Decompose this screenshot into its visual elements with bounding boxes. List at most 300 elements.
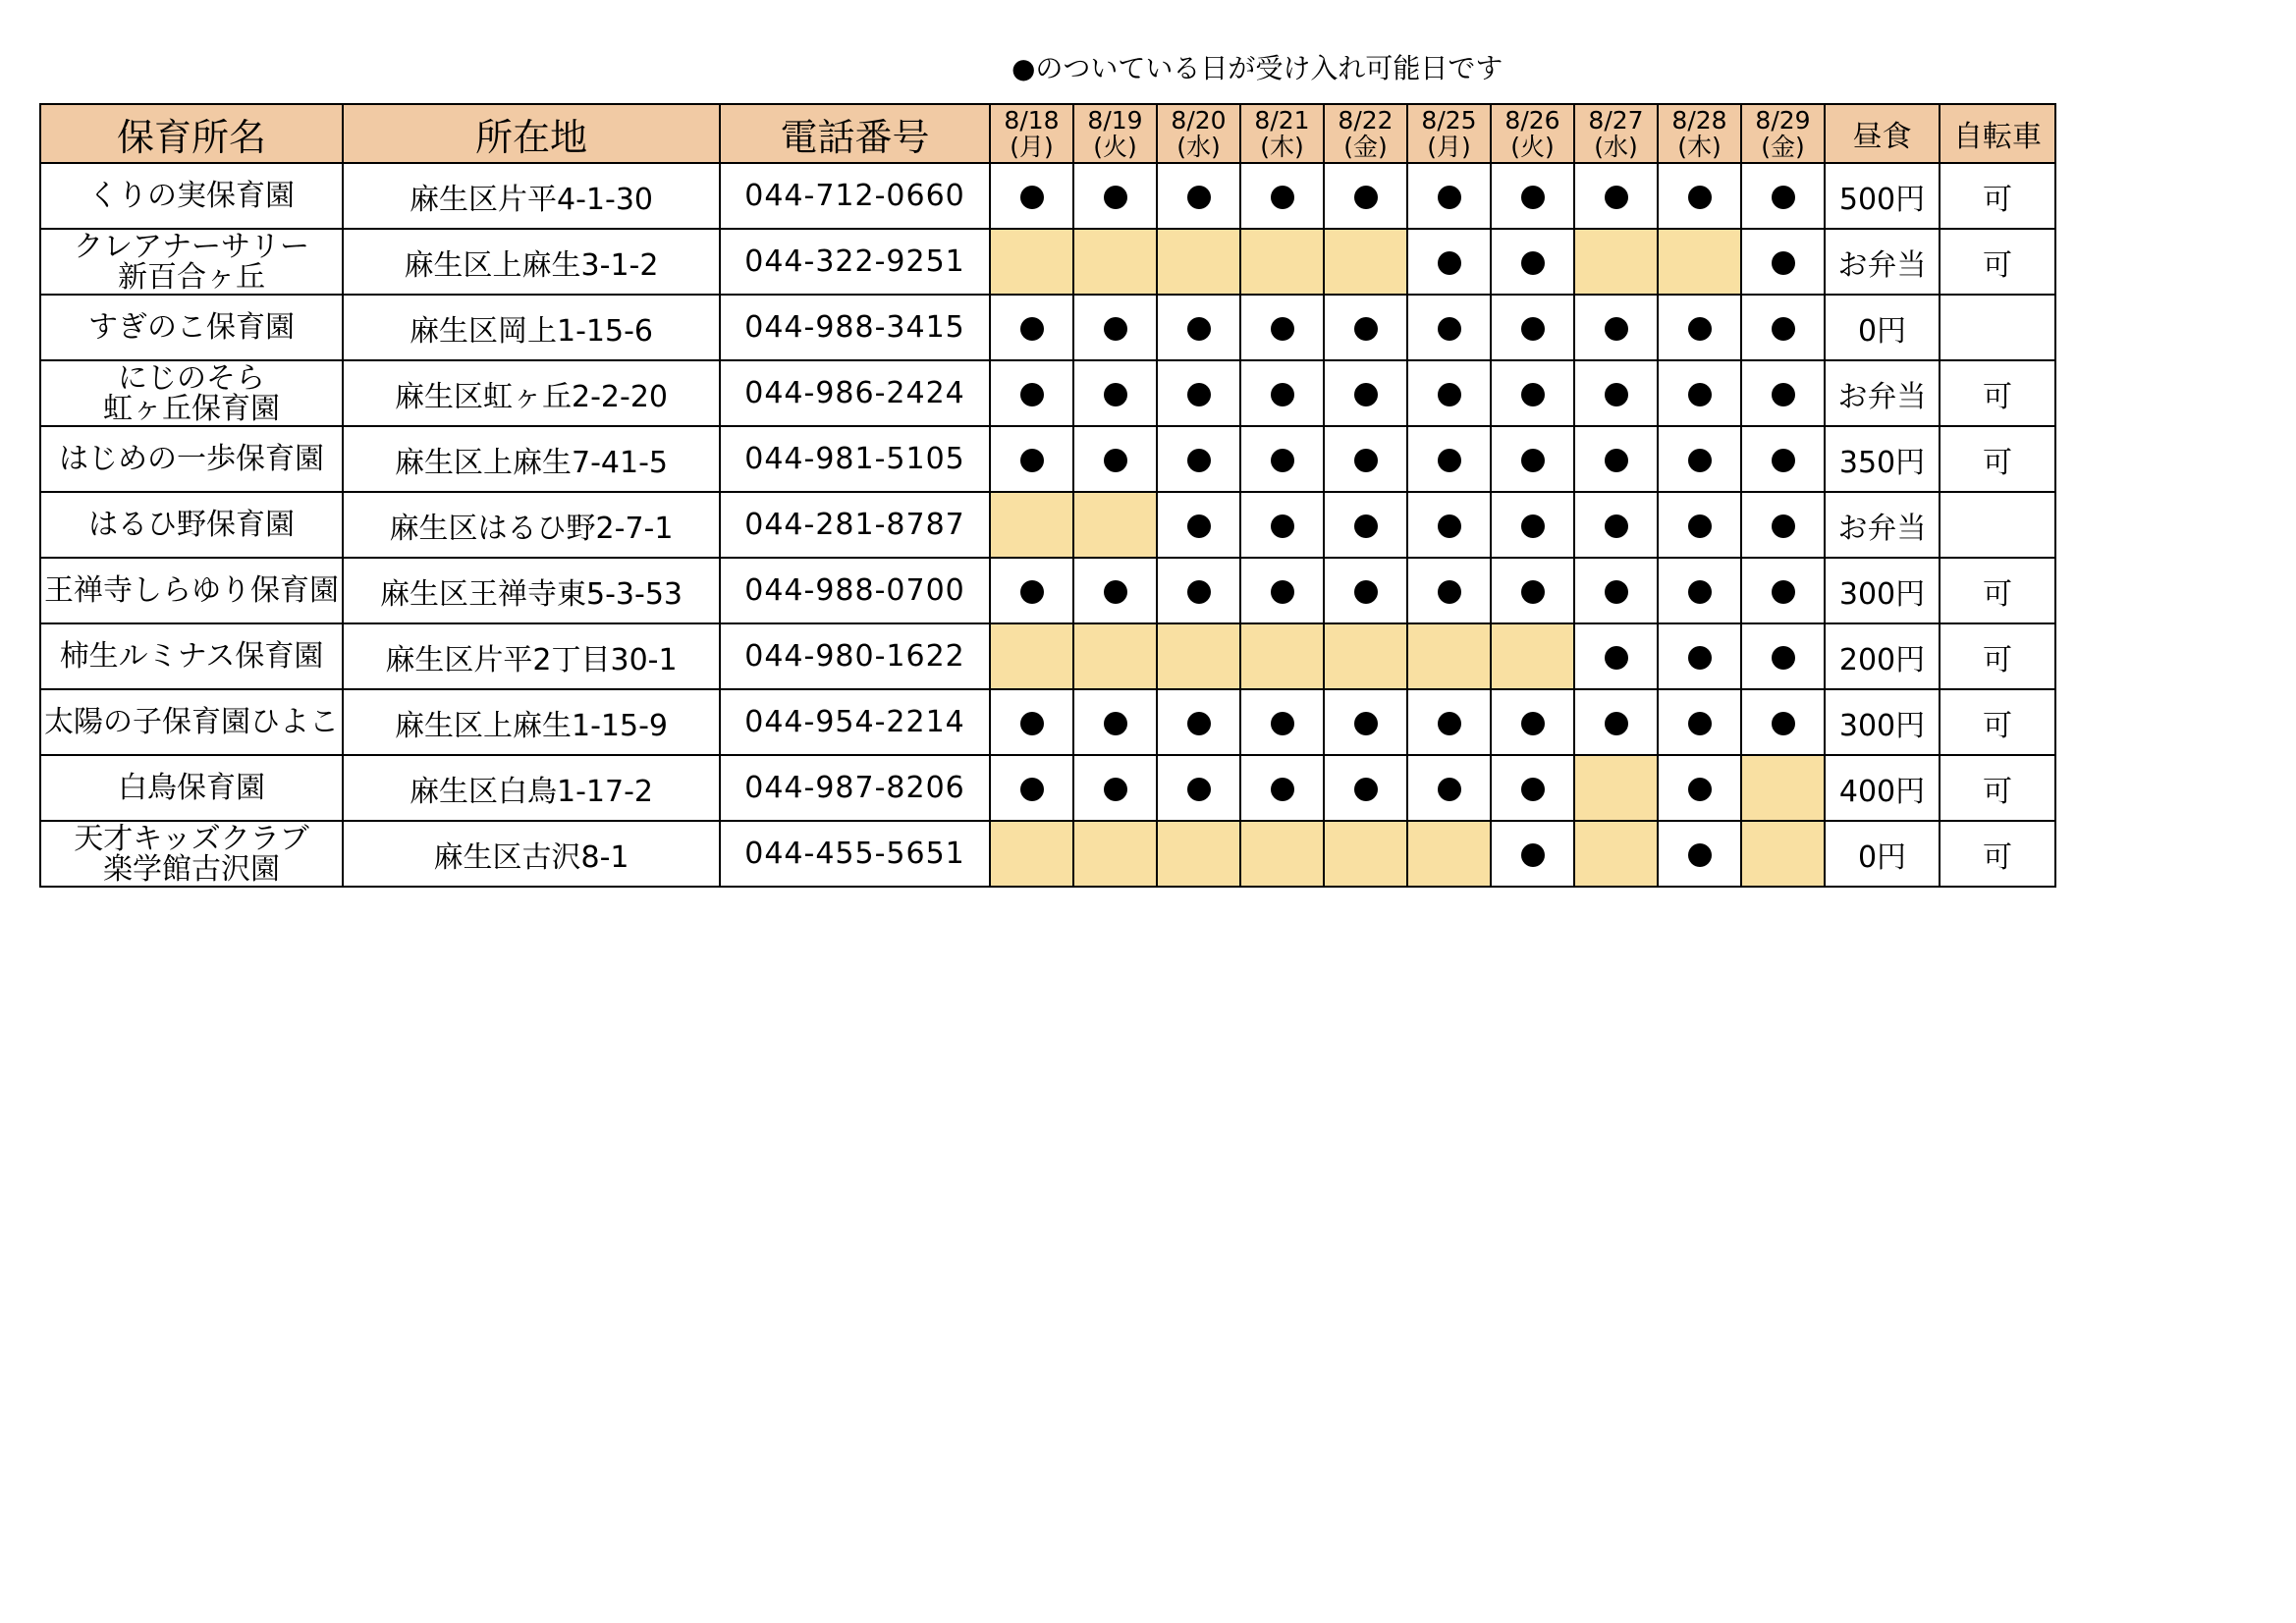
available-day-cell — [1240, 689, 1324, 755]
table-row — [40, 163, 2055, 229]
date-label: 8/21 — [1254, 106, 1310, 135]
date-label: 8/25 — [1421, 106, 1477, 135]
unavailable-day-cell — [1157, 623, 1240, 689]
available-dot-icon — [1187, 383, 1211, 406]
unavailable-day-cell — [1157, 229, 1240, 295]
available-day-cell — [1073, 689, 1157, 755]
available-day-cell — [1240, 295, 1324, 360]
available-dot-icon — [1521, 712, 1545, 735]
available-day-cell — [1073, 558, 1157, 623]
available-day-cell — [1157, 689, 1240, 755]
table-row — [40, 492, 2055, 558]
table-row — [40, 558, 2055, 623]
available-day-cell — [1407, 755, 1491, 821]
available-day-cell — [1741, 558, 1825, 623]
nursery-name-line: 楽学館古沢園 — [103, 851, 280, 887]
nursery-name-line: 虹ヶ丘保育園 — [103, 391, 280, 426]
lunch-cell: お弁当 — [1825, 492, 1940, 558]
available-dot-icon — [1354, 514, 1378, 538]
available-day-cell — [1491, 821, 1574, 887]
header-row — [40, 104, 2055, 163]
weekday-label: (火) — [1510, 133, 1555, 161]
nursery-name-line: はじめの一歩保育園 — [59, 441, 324, 476]
available-day-cell — [1658, 426, 1741, 492]
header-date — [1658, 104, 1741, 163]
table-row — [40, 689, 2055, 755]
available-dot-icon — [1104, 186, 1127, 209]
address-cell: 麻生区虹ヶ丘2-2-20 — [343, 360, 720, 426]
available-dot-icon — [1688, 646, 1712, 670]
available-day-cell — [1658, 755, 1741, 821]
unavailable-day-cell — [990, 492, 1073, 558]
header-date — [1324, 104, 1407, 163]
unavailable-day-cell — [1574, 229, 1658, 295]
nursery-name-cell — [40, 229, 343, 295]
available-day-cell — [1491, 229, 1574, 295]
address-cell: 麻生区上麻生1-15-9 — [343, 689, 720, 755]
available-dot-icon — [1605, 514, 1628, 538]
available-day-cell — [990, 558, 1073, 623]
available-day-cell — [1240, 360, 1324, 426]
available-dot-icon — [1438, 317, 1461, 341]
available-day-cell — [1407, 426, 1491, 492]
header-lunch: 昼食 — [1825, 104, 1940, 163]
available-day-cell — [1407, 163, 1491, 229]
date-label: 8/26 — [1504, 106, 1560, 135]
header-date — [1407, 104, 1491, 163]
available-dot-icon — [1187, 449, 1211, 472]
header-date — [1073, 104, 1157, 163]
address-cell: 麻生区古沢8-1 — [343, 821, 720, 887]
header-date — [1240, 104, 1324, 163]
nursery-name-line: 太陽の子保育園ひよこ — [44, 704, 339, 739]
available-dot-icon — [1772, 712, 1795, 735]
address-cell: 麻生区はるひ野2-7-1 — [343, 492, 720, 558]
header-phone: 電話番号 — [720, 104, 990, 163]
bicycle-cell: 可 — [1940, 229, 2055, 295]
available-dot-icon — [1688, 778, 1712, 801]
available-day-cell — [1073, 755, 1157, 821]
available-day-cell — [1157, 163, 1240, 229]
available-dot-icon — [1438, 712, 1461, 735]
available-dot-icon — [1521, 186, 1545, 209]
available-day-cell — [1574, 295, 1658, 360]
unavailable-day-cell — [1574, 755, 1658, 821]
available-day-cell — [1491, 426, 1574, 492]
lunch-cell: お弁当 — [1825, 229, 1940, 295]
available-dot-icon — [1521, 778, 1545, 801]
nursery-name-line: 白鳥保育園 — [118, 770, 265, 805]
available-dot-icon — [1271, 778, 1294, 801]
available-day-cell — [1741, 689, 1825, 755]
nursery-name-cell — [40, 360, 343, 426]
weekday-label: (月) — [1010, 133, 1054, 161]
available-dot-icon — [1438, 383, 1461, 406]
address-cell: 麻生区片平4-1-30 — [343, 163, 720, 229]
unavailable-day-cell — [1407, 821, 1491, 887]
unavailable-day-cell — [1073, 821, 1157, 887]
weekday-label: (木) — [1677, 133, 1722, 161]
available-dot-icon — [1187, 712, 1211, 735]
available-day-cell — [1407, 492, 1491, 558]
available-dot-icon — [1271, 580, 1294, 604]
available-dot-icon — [1521, 383, 1545, 406]
nursery-name-cell — [40, 623, 343, 689]
address-cell: 麻生区王禅寺東5-3-53 — [343, 558, 720, 623]
available-dot-icon — [1104, 580, 1127, 604]
available-dot-icon — [1605, 383, 1628, 406]
available-dot-icon — [1271, 449, 1294, 472]
available-dot-icon — [1020, 317, 1044, 341]
nursery-name-cell — [40, 821, 343, 887]
available-day-cell — [1491, 558, 1574, 623]
unavailable-day-cell — [1240, 229, 1324, 295]
available-day-cell — [1574, 492, 1658, 558]
address-cell: 麻生区上麻生3-1-2 — [343, 229, 720, 295]
available-dot-icon — [1020, 449, 1044, 472]
unavailable-day-cell — [1574, 821, 1658, 887]
available-day-cell — [1157, 558, 1240, 623]
available-dot-icon — [1271, 514, 1294, 538]
available-day-cell — [1658, 558, 1741, 623]
available-day-cell — [1574, 689, 1658, 755]
available-day-cell — [1324, 689, 1407, 755]
available-dot-icon — [1688, 186, 1712, 209]
header-date — [1157, 104, 1240, 163]
bicycle-cell: 可 — [1940, 623, 2055, 689]
available-day-cell — [1407, 295, 1491, 360]
available-dot-icon — [1354, 580, 1378, 604]
available-dot-icon — [1521, 843, 1545, 867]
available-dot-icon — [1521, 317, 1545, 341]
available-dot-icon — [1605, 712, 1628, 735]
nursery-name-cell — [40, 295, 343, 360]
available-dot-icon — [1020, 778, 1044, 801]
available-dot-icon — [1772, 186, 1795, 209]
available-dot-icon — [1104, 317, 1127, 341]
unavailable-day-cell — [1658, 229, 1741, 295]
available-day-cell — [1741, 295, 1825, 360]
date-label: 8/20 — [1171, 106, 1227, 135]
lunch-cell: 200円 — [1825, 623, 1940, 689]
available-dot-icon — [1438, 514, 1461, 538]
available-dot-icon — [1772, 646, 1795, 670]
available-day-cell — [1491, 689, 1574, 755]
available-day-cell — [1324, 360, 1407, 426]
available-day-cell — [1491, 163, 1574, 229]
available-dot-icon — [1271, 317, 1294, 341]
weekday-label: (木) — [1260, 133, 1304, 161]
phone-cell: 044-986-2424 — [720, 360, 990, 426]
nursery-name-cell — [40, 755, 343, 821]
table-row — [40, 229, 2055, 295]
available-day-cell — [990, 163, 1073, 229]
available-day-cell — [990, 755, 1073, 821]
nursery-name-cell — [40, 689, 343, 755]
available-dot-icon — [1187, 317, 1211, 341]
available-day-cell — [990, 689, 1073, 755]
available-dot-icon — [1605, 646, 1628, 670]
lunch-cell: 400円 — [1825, 755, 1940, 821]
available-dot-icon — [1772, 580, 1795, 604]
available-day-cell — [1658, 360, 1741, 426]
available-day-cell — [1741, 229, 1825, 295]
unavailable-day-cell — [1741, 821, 1825, 887]
phone-cell: 044-988-3415 — [720, 295, 990, 360]
unavailable-day-cell — [1240, 821, 1324, 887]
available-day-cell — [990, 426, 1073, 492]
lunch-cell: 300円 — [1825, 558, 1940, 623]
available-dot-icon — [1187, 778, 1211, 801]
available-dot-icon — [1688, 317, 1712, 341]
bicycle-cell: 可 — [1940, 821, 2055, 887]
lunch-cell: 500円 — [1825, 163, 1940, 229]
available-day-cell — [1324, 755, 1407, 821]
address-cell: 麻生区上麻生7-41-5 — [343, 426, 720, 492]
weekday-label: (水) — [1176, 133, 1221, 161]
unavailable-day-cell — [1073, 623, 1157, 689]
lunch-cell: 300円 — [1825, 689, 1940, 755]
unavailable-day-cell — [1157, 821, 1240, 887]
lunch-cell: 0円 — [1825, 821, 1940, 887]
available-day-cell — [1491, 755, 1574, 821]
lunch-cell: お弁当 — [1825, 360, 1940, 426]
nursery-schedule-table — [39, 103, 2056, 888]
unavailable-day-cell — [1324, 623, 1407, 689]
available-dot-icon — [1354, 186, 1378, 209]
available-dot-icon — [1187, 186, 1211, 209]
available-dot-icon — [1772, 383, 1795, 406]
available-dot-icon — [1521, 449, 1545, 472]
bicycle-cell: 可 — [1940, 689, 2055, 755]
bicycle-cell: 可 — [1940, 558, 2055, 623]
phone-cell: 044-987-8206 — [720, 755, 990, 821]
available-day-cell — [1407, 229, 1491, 295]
available-dot-icon — [1271, 383, 1294, 406]
available-dot-icon — [1354, 383, 1378, 406]
header-address: 所在地 — [343, 104, 720, 163]
unavailable-day-cell — [990, 229, 1073, 295]
unavailable-day-cell — [1741, 755, 1825, 821]
available-dot-icon — [1354, 317, 1378, 341]
available-day-cell — [1240, 426, 1324, 492]
available-dot-icon — [1605, 449, 1628, 472]
available-day-cell — [1574, 623, 1658, 689]
unavailable-day-cell — [1324, 821, 1407, 887]
available-dot-icon — [1020, 186, 1044, 209]
available-dot-icon — [1020, 580, 1044, 604]
available-day-cell — [1073, 426, 1157, 492]
nursery-name-line: クレアナーサリー — [74, 229, 309, 264]
available-dot-icon — [1688, 514, 1712, 538]
available-day-cell — [1157, 426, 1240, 492]
unavailable-day-cell — [990, 821, 1073, 887]
bicycle-cell: 可 — [1940, 755, 2055, 821]
lunch-cell: 0円 — [1825, 295, 1940, 360]
nursery-name-line: にじのそら — [118, 360, 265, 396]
bicycle-cell: 可 — [1940, 426, 2055, 492]
available-dot-icon — [1020, 712, 1044, 735]
available-day-cell — [1658, 295, 1741, 360]
available-day-cell — [1407, 689, 1491, 755]
nursery-name-line: 新百合ヶ丘 — [118, 259, 265, 295]
available-dot-icon — [1104, 778, 1127, 801]
available-day-cell — [1741, 360, 1825, 426]
available-dot-icon — [1020, 383, 1044, 406]
available-day-cell — [1324, 492, 1407, 558]
table-row — [40, 295, 2055, 360]
availability-note: ●のついている日が受け入れ可能日です — [1011, 52, 1503, 84]
available-day-cell — [1407, 360, 1491, 426]
nursery-name-line: 天才キッズクラブ — [74, 821, 309, 856]
available-dot-icon — [1521, 580, 1545, 604]
bicycle-cell — [1940, 295, 2055, 360]
available-day-cell — [1240, 755, 1324, 821]
phone-cell: 044-322-9251 — [720, 229, 990, 295]
weekday-label: (月) — [1427, 133, 1471, 161]
header-name: 保育所名 — [40, 104, 343, 163]
available-day-cell — [1324, 295, 1407, 360]
available-day-cell — [1741, 426, 1825, 492]
phone-cell: 044-712-0660 — [720, 163, 990, 229]
available-dot-icon — [1605, 317, 1628, 341]
available-dot-icon — [1354, 449, 1378, 472]
available-dot-icon — [1688, 383, 1712, 406]
available-day-cell — [1741, 492, 1825, 558]
available-dot-icon — [1271, 712, 1294, 735]
address-cell: 麻生区岡上1-15-6 — [343, 295, 720, 360]
available-day-cell — [1658, 163, 1741, 229]
weekday-label: (金) — [1343, 133, 1388, 161]
nursery-name-line: はるひ野保育園 — [88, 507, 295, 542]
phone-cell: 044-954-2214 — [720, 689, 990, 755]
unavailable-day-cell — [1073, 229, 1157, 295]
weekday-label: (火) — [1093, 133, 1137, 161]
available-day-cell — [1240, 163, 1324, 229]
available-day-cell — [1658, 821, 1741, 887]
available-day-cell — [1240, 492, 1324, 558]
date-label: 8/18 — [1004, 106, 1060, 135]
available-day-cell — [1741, 163, 1825, 229]
available-dot-icon — [1187, 514, 1211, 538]
available-dot-icon — [1688, 580, 1712, 604]
unavailable-day-cell — [1491, 623, 1574, 689]
available-dot-icon — [1605, 580, 1628, 604]
unavailable-day-cell — [1073, 492, 1157, 558]
available-day-cell — [1240, 558, 1324, 623]
nursery-name-line: 柿生ルミナス保育園 — [59, 638, 324, 674]
available-dot-icon — [1688, 449, 1712, 472]
table-row — [40, 821, 2055, 887]
available-day-cell — [1157, 360, 1240, 426]
nursery-name-line: くりの実保育園 — [88, 178, 295, 213]
available-day-cell — [1658, 623, 1741, 689]
available-day-cell — [1741, 623, 1825, 689]
date-label: 8/28 — [1671, 106, 1727, 135]
available-dot-icon — [1688, 843, 1712, 867]
date-label: 8/22 — [1338, 106, 1394, 135]
table-row — [40, 360, 2055, 426]
header-bike: 自転車 — [1940, 104, 2055, 163]
available-day-cell — [1574, 558, 1658, 623]
available-dot-icon — [1772, 251, 1795, 275]
available-dot-icon — [1187, 580, 1211, 604]
available-day-cell — [1574, 360, 1658, 426]
lunch-cell: 350円 — [1825, 426, 1940, 492]
available-dot-icon — [1438, 186, 1461, 209]
available-dot-icon — [1688, 712, 1712, 735]
available-day-cell — [1491, 360, 1574, 426]
available-day-cell — [1491, 295, 1574, 360]
nursery-name-cell — [40, 163, 343, 229]
table-row — [40, 426, 2055, 492]
available-dot-icon — [1772, 449, 1795, 472]
available-day-cell — [1073, 295, 1157, 360]
phone-cell: 044-988-0700 — [720, 558, 990, 623]
available-dot-icon — [1772, 317, 1795, 341]
phone-cell: 044-455-5651 — [720, 821, 990, 887]
weekday-label: (金) — [1761, 133, 1805, 161]
header-date — [990, 104, 1073, 163]
available-day-cell — [990, 295, 1073, 360]
date-label: 8/29 — [1755, 106, 1811, 135]
header-date — [1574, 104, 1658, 163]
unavailable-day-cell — [1240, 623, 1324, 689]
bicycle-cell — [1940, 492, 2055, 558]
available-day-cell — [1324, 558, 1407, 623]
nursery-name-cell — [40, 492, 343, 558]
available-day-cell — [1324, 163, 1407, 229]
bicycle-cell: 可 — [1940, 163, 2055, 229]
date-label: 8/19 — [1087, 106, 1143, 135]
bicycle-cell: 可 — [1940, 360, 2055, 426]
date-label: 8/27 — [1588, 106, 1644, 135]
header-date — [1741, 104, 1825, 163]
unavailable-day-cell — [1324, 229, 1407, 295]
available-dot-icon — [1521, 251, 1545, 275]
phone-cell: 044-981-5105 — [720, 426, 990, 492]
available-day-cell — [1073, 163, 1157, 229]
available-day-cell — [1574, 163, 1658, 229]
available-dot-icon — [1104, 383, 1127, 406]
available-day-cell — [1491, 492, 1574, 558]
nursery-name-cell — [40, 558, 343, 623]
available-dot-icon — [1438, 778, 1461, 801]
available-dot-icon — [1438, 251, 1461, 275]
available-dot-icon — [1104, 449, 1127, 472]
header-date — [1491, 104, 1574, 163]
available-dot-icon — [1354, 778, 1378, 801]
address-cell: 麻生区白鳥1-17-2 — [343, 755, 720, 821]
available-day-cell — [990, 360, 1073, 426]
available-dot-icon — [1772, 514, 1795, 538]
available-dot-icon — [1271, 186, 1294, 209]
available-dot-icon — [1104, 712, 1127, 735]
nursery-name-line: 王禅寺しらゆり保育園 — [44, 572, 339, 608]
available-dot-icon — [1438, 449, 1461, 472]
unavailable-day-cell — [990, 623, 1073, 689]
available-dot-icon — [1354, 712, 1378, 735]
available-day-cell — [1658, 492, 1741, 558]
nursery-name-cell — [40, 426, 343, 492]
phone-cell: 044-980-1622 — [720, 623, 990, 689]
table-row — [40, 755, 2055, 821]
available-dot-icon — [1438, 580, 1461, 604]
available-dot-icon — [1521, 514, 1545, 538]
available-dot-icon — [1605, 186, 1628, 209]
available-day-cell — [1157, 755, 1240, 821]
phone-cell: 044-281-8787 — [720, 492, 990, 558]
